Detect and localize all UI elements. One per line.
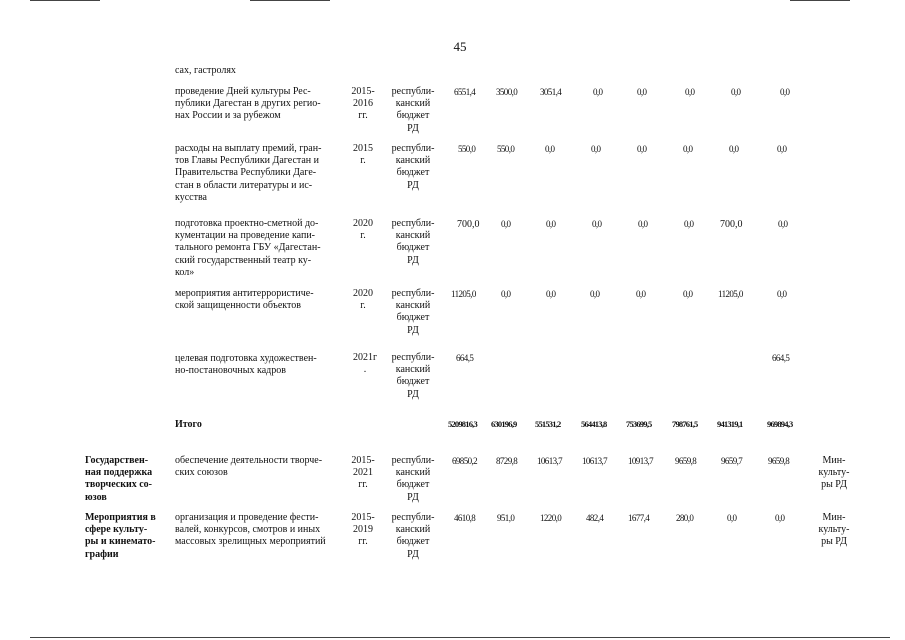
value-2020: 9659,7 bbox=[721, 456, 743, 466]
activity-cell: проведение Дней культуры Рес- публики Дагестан в других регио- нах России и за рубежом bbox=[175, 86, 321, 122]
value-2019: 280,0 bbox=[676, 513, 694, 523]
source-cell: республи- канский бюджет РД bbox=[391, 218, 435, 266]
activity-cell: подготовка проектно-сметной до- кументации на проведение капи- тального ремонта ГБУ «Дагестан- ский государственный театр ку- кол» bbox=[175, 218, 321, 278]
value-total: 6551,4 bbox=[454, 87, 476, 97]
period-cell: 2015- 2016 гг. bbox=[351, 86, 375, 122]
total-2015: 630196,9 bbox=[491, 419, 517, 429]
value-2016: 0,0 bbox=[546, 219, 556, 229]
value-2017: 482,4 bbox=[586, 513, 604, 523]
total-2018: 753699,5 bbox=[626, 419, 652, 429]
activity-cell: организация и проведение фести- валей, конкурсов, смотров и иных массовых зрелищных мероприятий bbox=[175, 512, 326, 548]
executor-cell: Мин- культу- ры РД bbox=[818, 512, 850, 548]
value-2019: 0,0 bbox=[684, 219, 694, 229]
total-value: 5209816,3 bbox=[448, 419, 477, 429]
executor-cell: Мин- культу- ры РД bbox=[818, 455, 850, 491]
value-2021: 664,5 bbox=[772, 353, 790, 363]
value-2017: 0,0 bbox=[593, 87, 603, 97]
source-cell: республи- канский бюджет РД bbox=[391, 143, 435, 191]
total-2017: 564413,8 bbox=[581, 419, 607, 429]
total-2020: 941319,1 bbox=[717, 419, 743, 429]
total-2021: 969894,3 bbox=[767, 419, 793, 429]
page-number: 45 bbox=[453, 39, 467, 54]
period-cell: 2015 г. bbox=[353, 143, 373, 167]
value-2017: 0,0 bbox=[592, 219, 602, 229]
value-2020: 0,0 bbox=[729, 144, 739, 154]
activity-cell: расходы на выплату премий, гран- тов Главы Республики Дагестан и Правительства Республики Даге- стан в области литературы и ис- кусства bbox=[175, 143, 322, 203]
value-total: 11205,0 bbox=[451, 289, 476, 299]
section-title: Государствен- ная поддержка творческих со- юзов bbox=[85, 455, 153, 503]
value-2017: 0,0 bbox=[590, 289, 600, 299]
value-2019: 9659,8 bbox=[675, 456, 697, 466]
value-2018: 0,0 bbox=[636, 289, 646, 299]
period-cell: 2021г . bbox=[352, 352, 378, 376]
activity-cell: целевая подготовка художествен- но-постановочных кадров bbox=[175, 353, 317, 377]
value-2015: 3500,0 bbox=[496, 87, 518, 97]
value-2015: 0,0 bbox=[501, 219, 511, 229]
value-2015: 0,0 bbox=[501, 289, 511, 299]
value-2018: 0,0 bbox=[637, 144, 647, 154]
source-cell: республи- канский бюджет РД bbox=[391, 352, 435, 400]
value-2017: 10613,7 bbox=[582, 456, 608, 466]
value-total: 69850,2 bbox=[452, 456, 478, 466]
source-cell: республи- канский бюджет РД bbox=[391, 86, 435, 134]
continuation-text: сах, гастролях bbox=[175, 65, 236, 76]
value-total: 550,0 bbox=[458, 144, 476, 154]
value-2021: 0,0 bbox=[775, 513, 785, 523]
value-2018: 10913,7 bbox=[628, 456, 654, 466]
value-2021: 0,0 bbox=[777, 144, 787, 154]
period-cell: 2020 г. bbox=[353, 218, 373, 242]
value-2015: 8729,8 bbox=[496, 456, 518, 466]
value-2018: 1677,4 bbox=[628, 513, 650, 523]
activity-cell: мероприятия антитеррористиче- ской защищенности объектов bbox=[175, 288, 314, 312]
value-2016: 0,0 bbox=[546, 289, 556, 299]
scan-edge-top-right bbox=[790, 0, 850, 1]
value-2021: 9659,8 bbox=[768, 456, 790, 466]
value-2018: 0,0 bbox=[637, 87, 647, 97]
value-2021: 0,0 bbox=[780, 87, 790, 97]
total-2019: 798761,5 bbox=[672, 419, 698, 429]
value-2020: 11205,0 bbox=[718, 289, 743, 299]
value-2020: 0,0 bbox=[727, 513, 737, 523]
value-2019: 0,0 bbox=[683, 289, 693, 299]
period-cell: 2015- 2021 гг. bbox=[351, 455, 375, 491]
scan-edge-bottom bbox=[30, 637, 890, 638]
value-2015: 550,0 bbox=[497, 144, 515, 154]
source-cell: республи- канский бюджет РД bbox=[391, 455, 435, 503]
value-total: 4610,8 bbox=[454, 513, 476, 523]
period-cell: 2020 г. bbox=[353, 288, 373, 312]
value-2021: 0,0 bbox=[778, 219, 788, 229]
value-2020: 0,0 bbox=[731, 87, 741, 97]
value-2019: 0,0 bbox=[685, 87, 695, 97]
total-2016: 551531,2 bbox=[535, 419, 561, 429]
scan-edge-top-mid bbox=[250, 0, 330, 1]
period-cell: 2015- 2019 гг. bbox=[351, 512, 375, 548]
scan-edge-top-left bbox=[30, 0, 100, 1]
source-cell: республи- канский бюджет РД bbox=[391, 288, 435, 336]
value-2016: 0,0 bbox=[545, 144, 555, 154]
value-2016: 3051,4 bbox=[540, 87, 562, 97]
value-2015: 951,0 bbox=[497, 513, 515, 523]
value-2017: 0,0 bbox=[591, 144, 601, 154]
total-label: Итого bbox=[175, 419, 202, 430]
activity-cell: обеспечение деятельности творче- ских союзов bbox=[175, 455, 323, 479]
value-total: 664,5 bbox=[456, 353, 474, 363]
value-2019: 0,0 bbox=[683, 144, 693, 154]
value-total: 700,0 bbox=[457, 219, 480, 230]
source-cell: республи- канский бюджет РД bbox=[391, 512, 435, 560]
value-2016: 10613,7 bbox=[537, 456, 563, 466]
value-2021: 0,0 bbox=[777, 289, 787, 299]
value-2016: 1220,0 bbox=[540, 513, 562, 523]
value-2018: 0,0 bbox=[638, 219, 648, 229]
value-2020: 700,0 bbox=[720, 219, 743, 230]
section-title: Мероприятия в сфере культу- ры и кинемато- графии bbox=[85, 512, 156, 560]
